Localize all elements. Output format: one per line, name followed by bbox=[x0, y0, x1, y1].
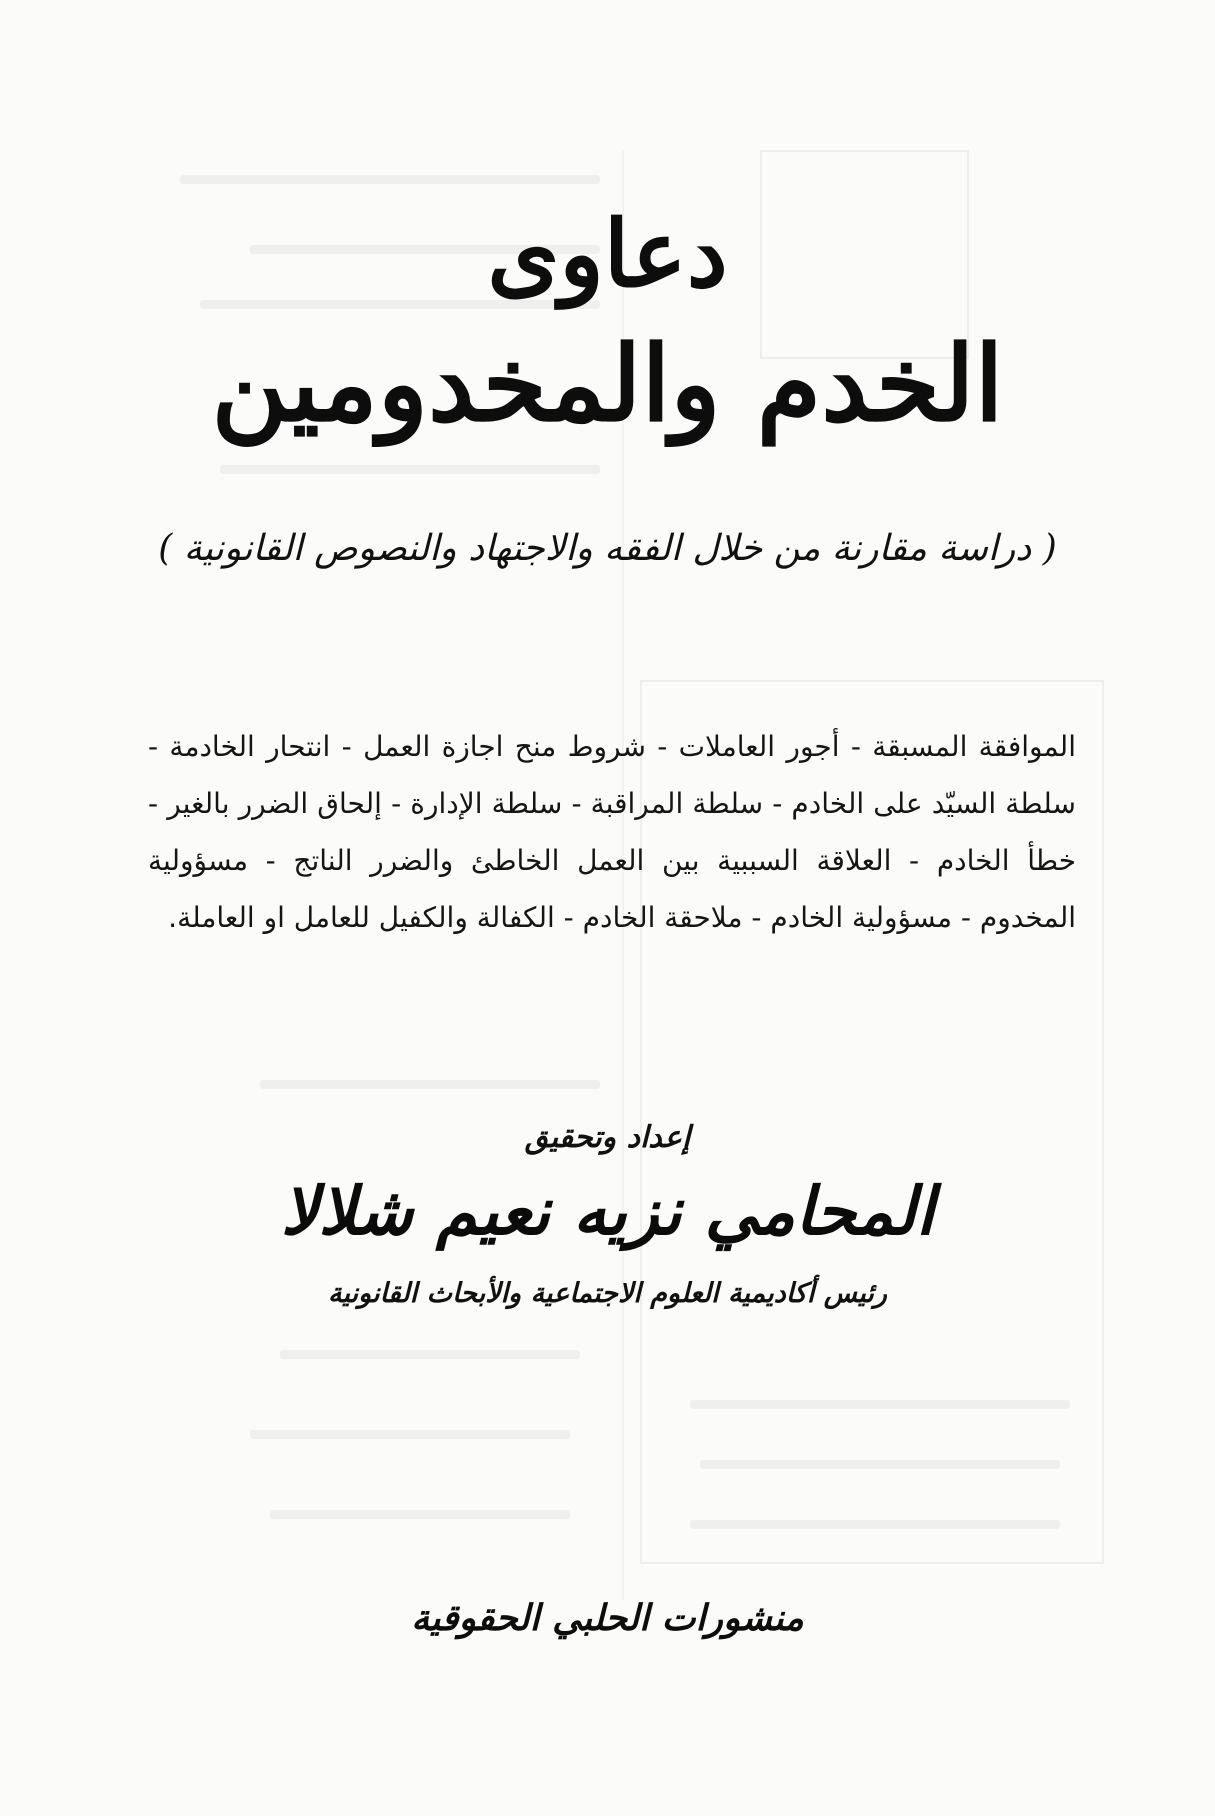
bleed-through-line bbox=[690, 1400, 1070, 1409]
bleed-through-line bbox=[700, 1460, 1060, 1469]
bleed-through-line bbox=[220, 465, 600, 474]
book-title-line-2: الخدم والمخدومين bbox=[211, 322, 1004, 445]
bleed-through-line bbox=[690, 1520, 1060, 1529]
bleed-through-line bbox=[260, 1080, 600, 1089]
bleed-through-line bbox=[280, 1350, 580, 1359]
bleed-through-line bbox=[250, 1430, 570, 1439]
publisher-name: منشورات الحلبي الحقوقية bbox=[411, 1597, 804, 1639]
bleed-through-line bbox=[270, 1510, 570, 1519]
author-role: رئيس أكاديمية العلوم الاجتماعية والأبحاث القانونية bbox=[328, 1278, 887, 1309]
book-subtitle: ( دراسة مقارنة من خلال الفقه والاجتهاد والنصوص القانونية ) bbox=[158, 528, 1057, 569]
topics-description: الموافقة المسبقة - أجور العاملات - شروط منح اجازة العمل - انتحار الخادمة - سلطة السيّد على الخادم - سلطة المراقبة - سلطة الإدارة - إلحاق الضرر بالغير - خطأ الخادم - العلاقة السببية بين العمل الخاطئ والضرر الناتج - مسؤولية المخدوم - مسؤولية الخادم - ملاحقة الخادم - الكفالة والكفيل للعامل او العاملة. bbox=[148, 730, 1076, 934]
book-title-line-1: دعاوى bbox=[487, 200, 728, 308]
prepared-by-label: إعداد وتحقيق bbox=[524, 1120, 691, 1155]
bleed-through-line bbox=[180, 175, 600, 184]
author-name: المحامي نزيه نعيم شلالا bbox=[280, 1172, 935, 1250]
